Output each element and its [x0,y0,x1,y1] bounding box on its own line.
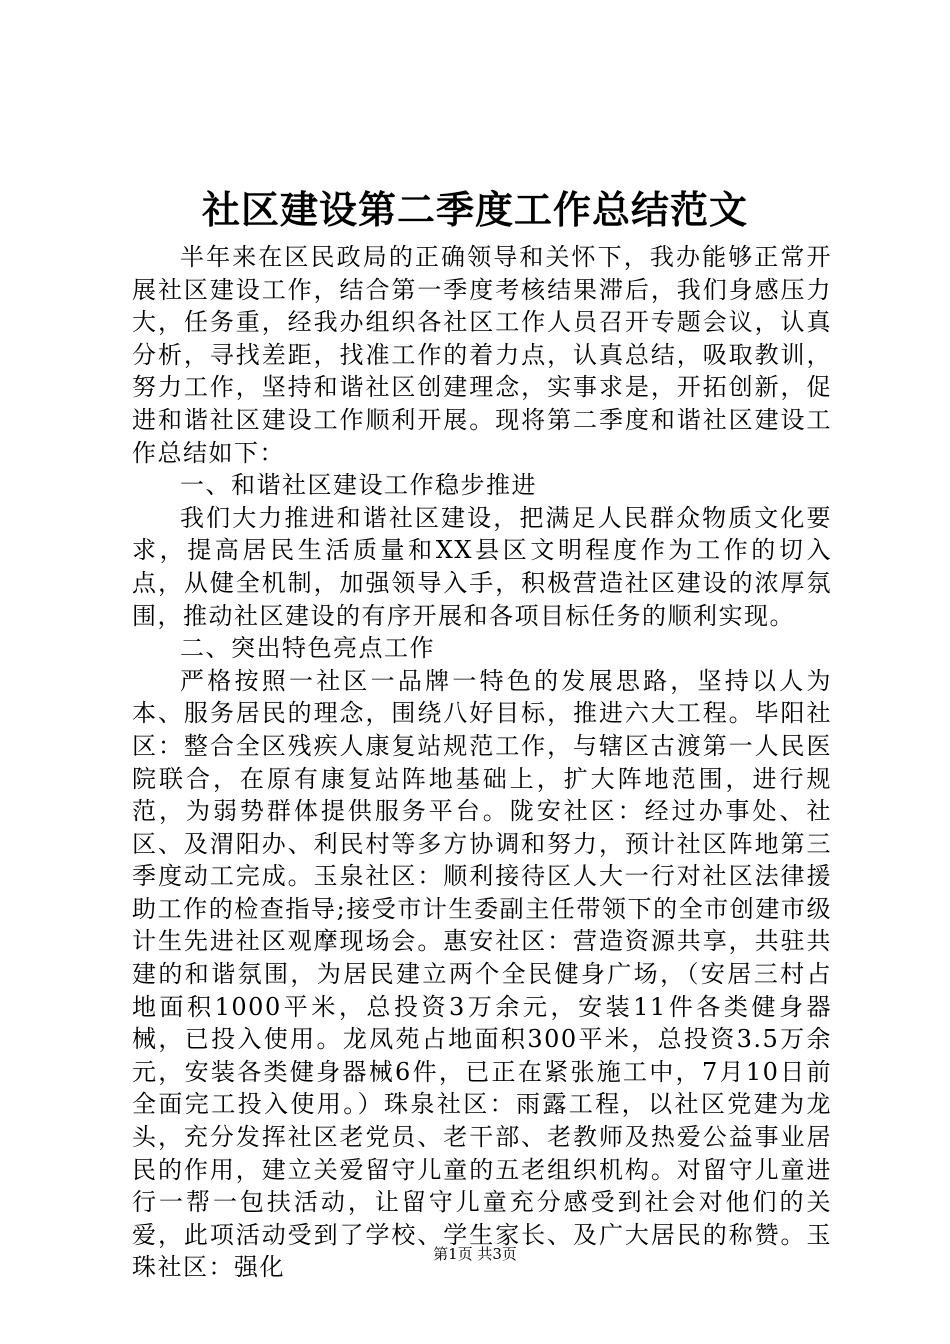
document-body [132,241,832,1284]
paragraph-section-1: 我们大力推进和谐社区建设，把满足人民群众物质文化要求，提高居民生活质量和XX县区文明程度作为工作的切入点，从健全机制，加强领导入手，积极营造社区建设的浓厚氛围，推动社区建设的有序开展和各项目标任务的顺利实现。 [132,503,832,630]
page-footer: 第1页 共3页 [433,1245,517,1263]
section-heading-2: 二、突出特色亮点工作 [180,634,435,663]
paragraph-intro: 半年来在区民政局的正确领导和关怀下，我办能够正常开展社区建设工作，结合第一季度考核结果滞后，我们身感压力大，任务重，经我办组织各社区工作人员召开专题会议，认真分析，寻找差距，找准工作的着力点，认真总结，吸取教训，努力工作，坚持和谐社区创建理念，实事求是，开拓创新，促进和谐社区建设工作顺利开展。现将第二季度和谐社区建设工作总结如下： [132,243,832,467]
paragraph-section-2: 严格按照一社区一品牌一特色的发展思路，坚持以人为本、服务居民的理念，围绕八好目标，推进六大工程。毕阳社区：整合全区残疾人康复站规范工作，与辖区古渡第一人民医院联合，在原有康复站阵地基础上，扩大阵地范围，进行规范，为弱势群体提供服务平台。陇安社区：经过办事处、社区、及渭阳办、利民村等多方协调和努力，预计社区阵地第三季度动工完成。玉泉社区：顺利接待区人大一行对社区法律援助工作的检查指导;接受市计生委副主任带领下的全市创建市级计生先进社区观摩现场会。惠安社区：营造资源共享，共驻共建的和谐氛围，为居民建立两个全民健身广场，（安居三村占地面积1000平米，总投资3万余元，安装11件各类健身器械，已投入使用。龙凤苑占地面积300平米，总投资3.5万余元，安装各类健身器械6件，已正在紧张施工中，7月10日前全面完工投入使用。）珠泉社区：雨露工程，以社区党建为龙头，充分发挥社区老党员、老干部、老教师及热爱公益事业居民的作用，建立关爱留守儿童的五老组织机构。对留守儿童进行一帮一包扶活动，让留守儿童充分感受到社会对他们的关爱，此项活动受到了学校、学生家长、及广大居民的称赞。玉珠社区：强化 [132,666,832,1282]
section-heading-1: 一、和谐社区建设工作稳步推进 [180,471,537,500]
document-title: 社区建设第二季度工作总结范文 [201,187,748,232]
